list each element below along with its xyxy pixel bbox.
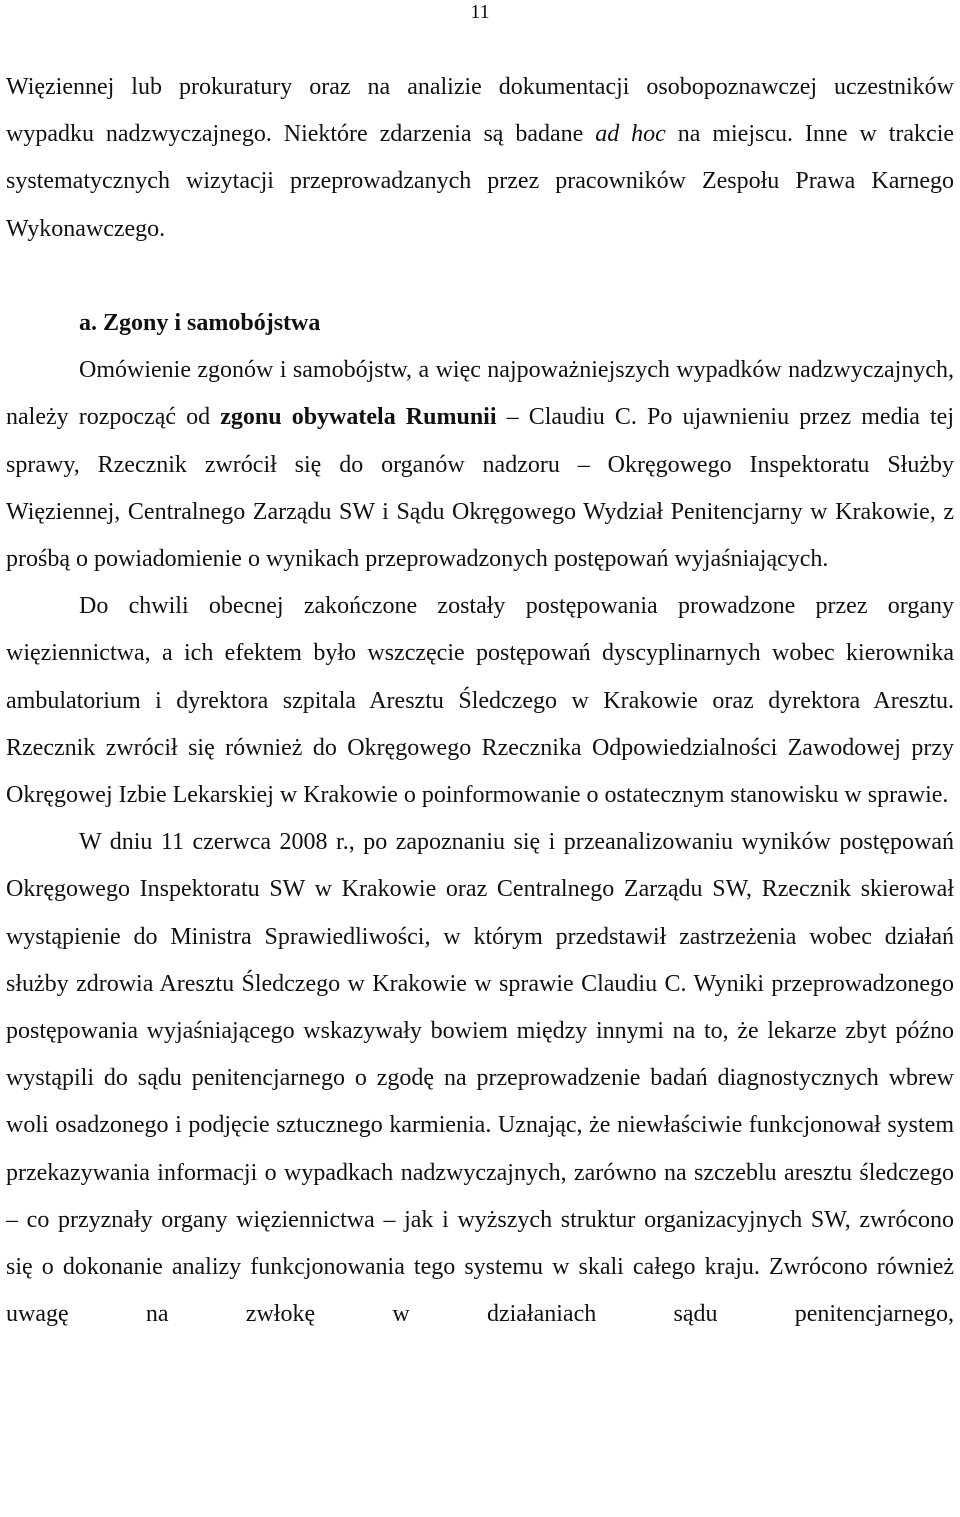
document-body xyxy=(6,64,954,1338)
paragraph-intervention: W dniu 11 czerwca 2008 r., po zapoznaniu się i przeanalizowaniu wyników postępowań Okręgowego Inspektoratu SW w Krakowie oraz Centralnego Zarządu SW, Rzecznik skierował wystąpienie do Ministra Sprawiedliwości, w którym przedstawił zastrzeżenia wobec działań służby zdrowia Aresztu Śledczego w Krakowie w sprawie Claudiu C. Wyniki przeprowadzonego postępowania wyjaśniającego wskazywały bowiem między innymi na to, że lekarze zbyt późno wystąpili do sądu penitencjarnego o zgodę na przeprowadzenie badań diagnostycznych wbrew woli osadzonego i podjęcie sztucznego karmienia. Uznając, że niewłaściwie funkcjonował system przekazywania informacji o wypadkach nadzwyczajnych, zarówno na szczeblu aresztu śledczego – co przyznały organy więziennictwa – jak i wyższych struktur organizacyjnych SW, zwrócono się o dokonanie analizy funkcjonowania tego systemu w skali całego kraju. Zwrócono również uwagę na zwłokę w działaniach sądu penitencjarnego, xyxy=(6,829,954,1328)
section-heading: a. Zgony i samobójstwa xyxy=(79,310,321,336)
paragraph-text: – Claudiu C. Po ujawnieniu przez media tej sprawy, Rzecznik zwrócił się do organów nadzoru – Okręgowego Inspektoratu Służby Więziennej, Centralnego Zarządu SW i Sądu Okręgowego Wydział Penitencjarny w Krakowie, z prośbą o powiadomienie o wynikach przeprowadzonych postępowań wyjaśniających. xyxy=(6,404,954,573)
paragraph-spacer xyxy=(6,253,954,300)
emphasis-romanian-citizen: zgonu obywatela Rumunii xyxy=(220,404,497,431)
paragraph-text: na miejscu. Inne w trakcie systematycznych wizytacji przeprowadzanych przez pracowników Zespołu Prawa Karnego Wykonawczego. xyxy=(6,121,955,242)
paragraph-deaths-intro xyxy=(6,347,954,583)
page-number: 11 xyxy=(470,1,490,23)
paragraph-text: Więziennej lub prokuratury oraz na analizie dokumentacji osobopoznawczej uczestników wypadku nadzwyczajnego. Niektóre zdarzenia są badane xyxy=(6,74,954,148)
paragraph-intro-continuation xyxy=(6,64,954,253)
emphasis-ad-hoc: ad hoc xyxy=(595,121,666,148)
paragraph-proceedings: Do chwili obecnej zakończone zostały postępowania prowadzone przez organy więziennictwa, a ich efektem było wszczęcie postępowań dyscyplinarnych wobec kierownika ambulatorium i dyrektora szpitala Aresztu Śledczego w Krakowie oraz dyrektora Aresztu. Rzecznik zwrócił się również do Okręgowego Rzecznika Odpowiedzialności Zawodowej przy Okręgowej Izbie Lekarskiej w Krakowie o poinformowanie o ostatecznym stanowisku w sprawie. xyxy=(6,593,954,809)
paragraph-text: Omówienie zgonów i samobójstw, a więc najpoważniejszych wypadków nadzwyczajnych, należy rozpocząć od xyxy=(6,357,954,431)
